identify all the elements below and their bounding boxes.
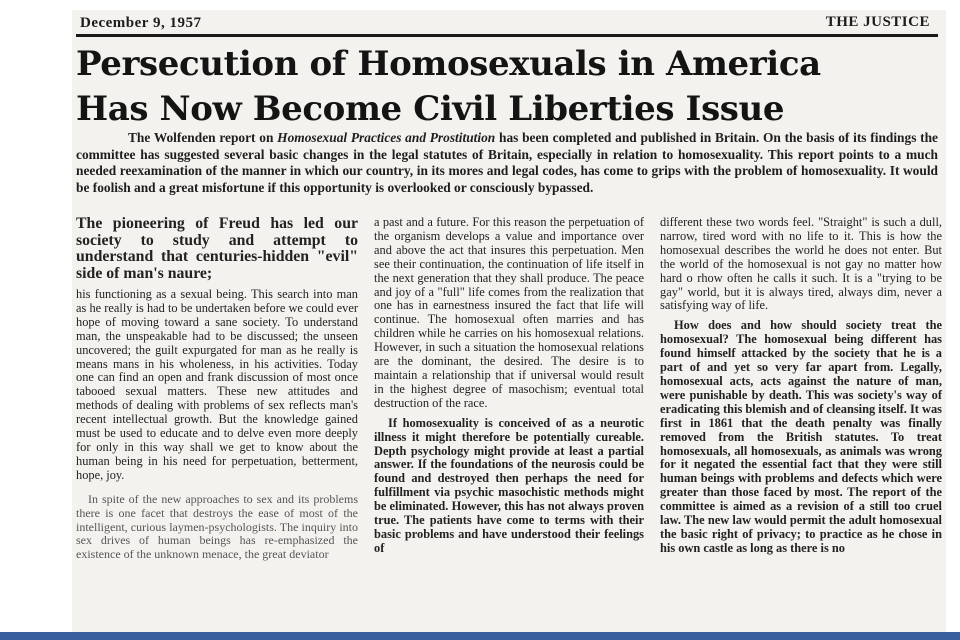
article-headline <box>76 42 942 132</box>
article-intro <box>76 130 938 196</box>
intro-text-b: has been completed and published in Britain. On the basis of its findings the committee has suggested several basic changes in the legal statutes of Britain, especially in relation to homosexuality. This report points to a much needed reexamination of the manner in which our country, in its mores and legal codes, has come to grips with the problem of homosexuality. It would be foolish and a great misfortune if this opportunity is overlooked or consciously bypassed. <box>76 130 939 195</box>
newspaper-name: THE JUSTICE <box>825 14 930 30</box>
bottom-bar <box>0 632 960 640</box>
intro-text-a: The Wolfenden report on <box>128 130 278 145</box>
newspaper-page <box>72 10 946 640</box>
column-1-paragraph-1: his functioning as a sexual being. This search into man as he really is had to be undertaken before we could ever hope of moving toward a sane society. To understand man, the unspeakable had to be discussed; the unseen uncovered; the guilt expurgated for man as he really is means mans in his wholeness, in his activities. Today one can find an open and frank discussion of most once tabooed sexual matters. These new attitudes and methods of dealing with problems of sex reflects man's recent intellectual growth. But the knowledge gained must be used to educate and to delve even more deeply for only in this way shall we get to know about the human being in his need for perpetuation, betterment, hope, joy. <box>76 287 358 482</box>
article-column-1 <box>76 216 358 568</box>
column-3-paragraph-2: How does and how should society treat the homosexual? The homosexual being different has found himself attacked by the society that he is a part of and yet so very far apart from. Legally, homosexual acts, acts against the nature of man, were punishable by death. This was society's way of eradicating this blemish and of cleansing itself. It was first in 1861 that the death penalty was finally removed from the British statutes. To treat homosexuals, all homosexuals, as animals was wrong for it negated the essential fact that they were still human beings with problems and defects which were greater than those faced by most. The report of the committee is aimed as a revision of a still too cruel law. The new law would permit the adult homosexual the basic right of privacy; to practice as he chose in his own castle as long as there is no <box>660 318 942 555</box>
headline-line-2: Has Now Become Civil Liberties Issue <box>76 89 785 129</box>
column-3-paragraph-1: different these two words feel. "Straight" is such a dull, narrow, tired word with no life to it. This is how the homosexual describes the world he does not enter. But the world of the homosexual is not gay no matter how hard o rhow often he calls it such. It is a "trying to be gay" world, but it is always tired, always dim, never a satisfying way of life. <box>660 215 942 313</box>
column-1-paragraph-2: In spite of the new approaches to sex and its problems there is one facet that destroys the ease of most of the intelligent, curious laymen-psychologists. The inquiry into sex drives of human beings has re-emphasized the existence of the unknown menace, the great deviator <box>76 491 358 562</box>
page-header <box>76 12 938 37</box>
issue-date: December 9, 1957 <box>80 15 202 31</box>
headline-line-1: Persecution of Homosexuals in America <box>76 44 821 84</box>
lead-paragraph: The pioneering of Freud has led our society to study and attempt to understand that centuries-hidden "evil" side of man's naure; <box>76 215 358 282</box>
column-2-paragraph-1: a past and a future. For this reason the perpetuation of the organism develops a value and importance over and above the act that insures this perpetuation. Men see their continuation, the continuation of life itself in the next generation that they shall produce. The peace and joy of a "full" life comes from the realization that one has in earnestness insured the fact that life will continue. The homosexual often marries and has children while he carries on his homosexual relations. However, in such a situation the homosexual relations are the dominant, the desired. The desire is to maintain a relationship that if universal would result in the highest degree of masochism; eventual total destruction of the race. <box>374 215 644 410</box>
article-column-2 <box>374 216 644 562</box>
article-column-3 <box>660 216 942 562</box>
column-2-paragraph-2: If homosexuality is conceived of as a neurotic illness it might therefore be potentially cureable. Depth psychology might provide at least a partial answer. If the foundations of the neurosis could be found and destroyed then perhaps the need for fulfillment via psychic masochistic methods might be eliminated. However, this has not always proven true. The patients have come to terms with their basic problems and have understood their feelings of <box>374 415 644 555</box>
report-title: Homosexual Practices and Prostitution <box>277 130 496 145</box>
